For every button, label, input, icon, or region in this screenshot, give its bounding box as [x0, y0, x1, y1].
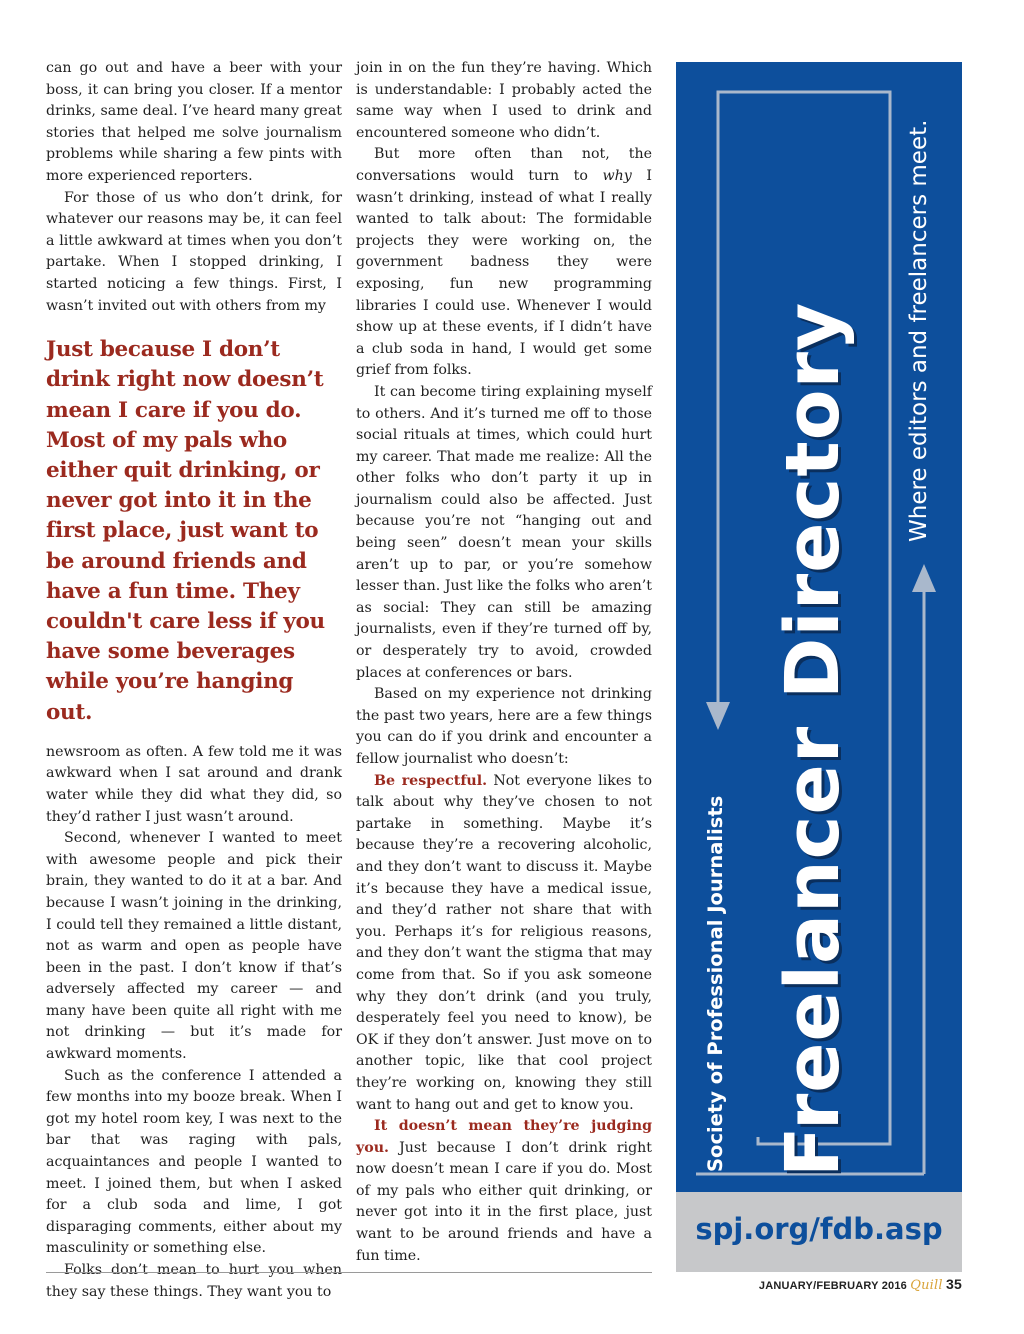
run-in-heading: Be respectful.: [374, 772, 488, 789]
paragraph: [356, 1116, 652, 1267]
ad-url-link[interactable]: spj.org/fdb.asp: [695, 1212, 943, 1246]
paragraph: Second, whenever I wanted to meet with awesome people and pick their brain, they wanted to do it at a bar. And because I wasn’t joining in the drinking, I could tell they remained a little distant, not as warm and open as people have been in the past. I don’t know if that’s adversely affected my career — and many have been quite all right with me not drinking — but it’s made for awkward moments.: [46, 830, 342, 1063]
paragraph: It can become tiring explaining myself to others. And it’s turned me off to those social rituals at times, which could hurt my career. That made me realize: All the other folks who don’t party it up in journalism could also be affected. Just because you’re not “hanging out and being seen” doesn’t mean your skills aren’t up to par, or you’re somehow lesser than. Just like the folks who aren’t as social: They can still be amazing journalists, even if they’re turned off by, or desperately try to avoid, crowded places at conferences or bars.: [356, 383, 652, 681]
page-footer: [759, 1276, 962, 1293]
paragraph: For those of us who don’t drink, for whatever our reasons may be, it can feel a little awkward at times when you don’t partake. When I stopped drinking, I started noticing a few things. First, I wasn’t invited out with others from my: [46, 189, 342, 314]
ad-tagline: Where editors and freelancers meet.: [906, 119, 932, 542]
paragraph: join in on the fun they’re having. Which is understandable: I probably acted the same way when I used to drink and encountered someone who didn’t.: [356, 60, 652, 141]
paragraph: newsroom as often. A few told me it was awkward when I sat around and drank water while they did what they did, so they’d rather I just wasn’t around.: [46, 743, 342, 825]
magazine-name: Quill: [910, 1278, 943, 1293]
emphasis: why: [602, 167, 632, 184]
pull-quote: Just because I don’t drink right now doesn’t mean I care if you do. Most of my pals who either quit drinking, or never got into it in the first place, just want to be around friends and have a fun time. They couldn't care less if you have some beverages while you’re hanging out.: [46, 337, 325, 725]
text-run: I wasn’t drinking, instead of what I really wanted to talk about: The formidable projects they were working on, the government badness they were exposing, fun new programming libraries I could use. Whenever I would show up at these events, if I didn’t have a club soda in hand, I would get some grief from folks.: [356, 167, 652, 379]
paragraph: [356, 771, 652, 1117]
text-run: Not everyone likes to talk about why they’ve chosen to not partake in something. Maybe it’s because they’re a recovering alcoholic, and they don’t want to discuss it. Maybe it’s because they have a medical issue, and they’d rather not share that with you. Perhaps it’s for religious reasons, and they don’t want the stigma that may come from that. So if you ask someone why they don’t drink (and you truly, desperately feel you need to know), be OK if they don’t answer. Just move on to another topic, like that cool project they’re working on, knowing they still want to hang out and get to know you.: [356, 772, 652, 1113]
ad-organization: Society of Professional Journalists: [704, 795, 727, 1172]
paragraph: can go out and have a beer with your boss, it can bring you closer. If a mentor drinks, same deal. I’ve heard many great stories that helped me solve journalism problems while sharing a few pints with more experienced reporters.: [46, 60, 342, 184]
text-run: But more often than not, the conversations would turn to: [356, 146, 652, 184]
issue-date: JANUARY/FEBRUARY 2016: [758, 1280, 907, 1292]
article-column-2: [356, 58, 652, 1267]
page-number: 35: [946, 1276, 962, 1292]
freelancer-directory-ad[interactable]: [676, 62, 962, 1272]
article-column-1: [46, 58, 342, 1303]
ad-title: Freelancer Directory: [770, 301, 856, 1177]
paragraph: Such as the conference I attended a few months into my booze break. When I got my hotel room key, I was next to the bar that was raging with pals, acquaintances and people I wanted to meet. I joined them, but when I asked for a club soda and lime, I got disparaging comments, either about my masculinity or something else.: [46, 1067, 342, 1257]
paragraph: Based on my experience not drinking the past two years, here are a few things you can do if you drink and encounter a fellow journalist who doesn’t:: [356, 686, 652, 767]
run-in-heading: It doesn’t mean they’re judging you.: [356, 1118, 652, 1156]
paragraph: [356, 144, 652, 382]
paragraph: Folks don’t mean to hurt you when they say these things. They want you to: [46, 1262, 342, 1300]
text-run: Just because I don’t drink right now doesn’t mean I care if you do. Most of my pals who either quit drinking, or never got into it in the first place, just want to be around friends and have a fun time.: [356, 1139, 652, 1264]
footer-rule: [46, 1272, 652, 1273]
